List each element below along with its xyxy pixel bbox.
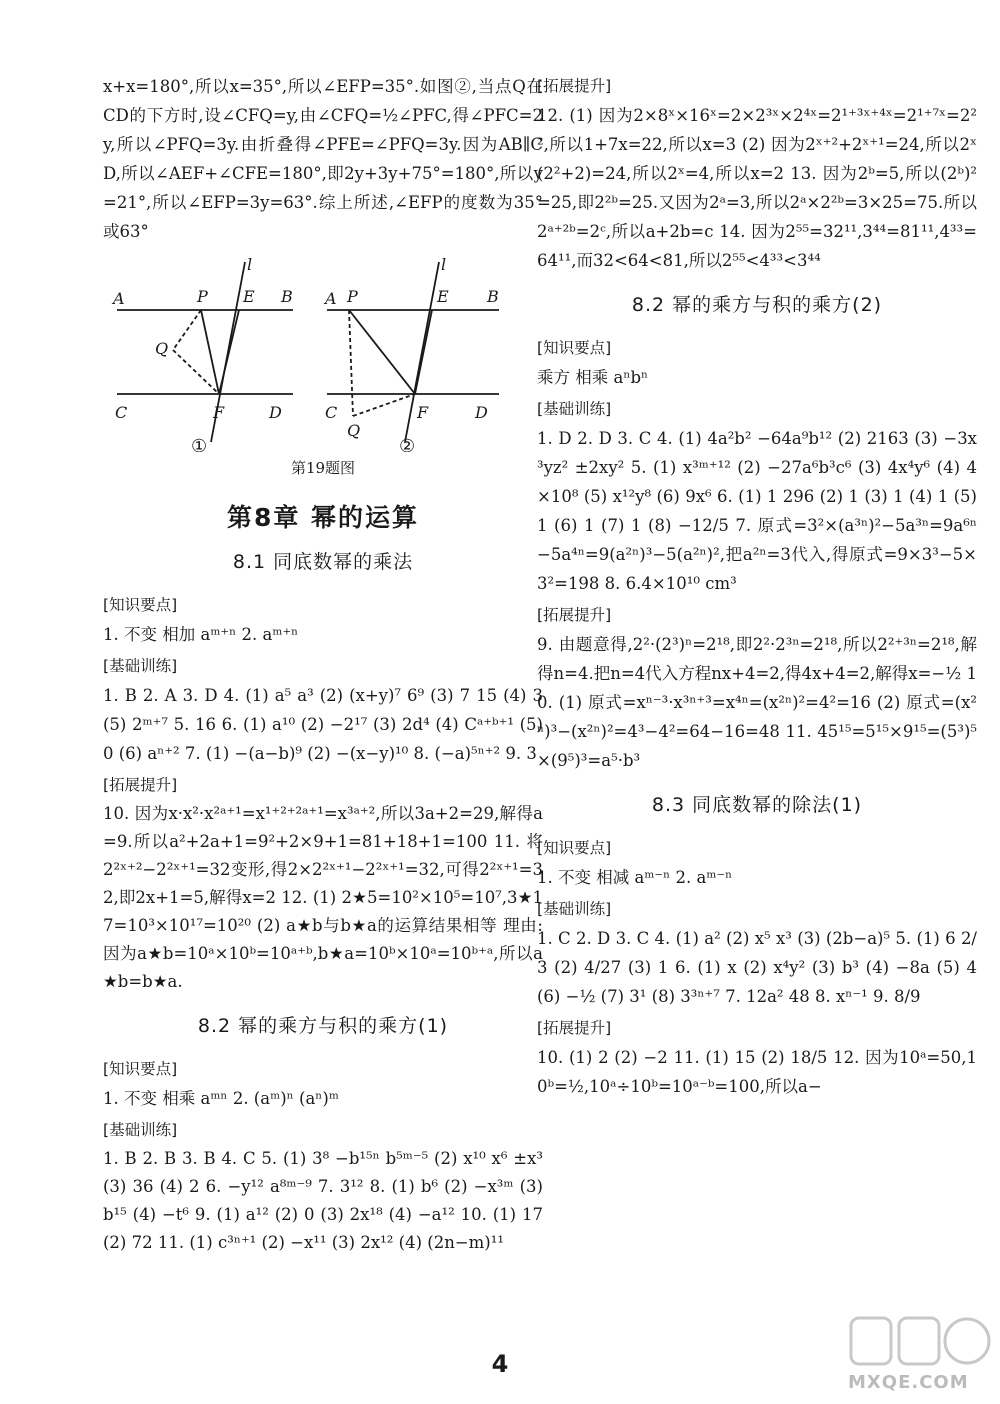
label-p-2: P bbox=[347, 287, 358, 306]
section-title-8-3-1: 8.3 同底数幂的除法(1) bbox=[651, 794, 863, 816]
extend-answers: 10. (1) 2 (2) −2 11. (1) 15 (2) 18/5 12. 因为10ᵃ=50,10ᵇ=½,10ᵃ÷10ᵇ=10ᵃ⁻ᵇ=100,所以a− bbox=[537, 1048, 977, 1096]
label-l-2: l bbox=[441, 255, 447, 274]
segment-qf-1 bbox=[173, 350, 219, 394]
knowledge-answers: 1. 不变 相加 aᵐ⁺ⁿ 2. aᵐ⁺ⁿ bbox=[103, 625, 299, 644]
label-a-1: A bbox=[113, 289, 125, 308]
label-a-2: A bbox=[325, 289, 337, 308]
tag-knowledge: [ 知识要点 ] bbox=[103, 591, 543, 620]
label-q-2: Q bbox=[347, 421, 361, 440]
watermark-text: MXQE.COM bbox=[848, 1372, 969, 1393]
page-number: 4 bbox=[491, 1350, 509, 1378]
knowledge-answers: 1. 不变 相乘 aᵐⁿ 2. (aᵐ)ⁿ (aⁿ)ᵐ bbox=[103, 1089, 339, 1108]
tag-basic: [ 基础训练 ] bbox=[537, 895, 977, 924]
label-b-2: B bbox=[487, 287, 499, 306]
label-f-2: F bbox=[417, 403, 429, 422]
tag-extend: [ 拓展提升 ] bbox=[103, 771, 543, 800]
tag-basic: [ 基础训练 ] bbox=[537, 395, 977, 424]
label-e-2: E bbox=[437, 287, 449, 306]
extend-answers: 10. 因为x·x²·x²ᵃ⁺¹=x¹⁺²⁺²ᵃ⁺¹=x³ᵃ⁺²,所以3a+2=29,解得a=9.所以a²+2a+1=9²+2×9+1=81+18+1=100 11. 将2²ˣ⁺²−2²ˣ⁺¹=32变形,得2×2²ˣ⁺¹−2²ˣ⁺¹=32,可得2²ˣ⁺¹=32,即2x+1=5,解得x=2 12. (1) 2★5=10²×10⁵=10⁷,3★17=10³×10¹⁷=10²⁰ (2) a★b与b★a的运算结果相等 理由:因为a★b=10ᵃ×10ᵇ=10ᵃ⁺ᵇ,b★a=10ᵇ×10ᵃ=10ᵇ⁺ᵃ,所以a★b=b★a. bbox=[103, 804, 543, 991]
tag-extend: [ 拓展提升 ] bbox=[537, 72, 977, 101]
basic-answers: 1. B 2. A 3. D 4. (1) a⁵ a³ (2) (x+y)⁷ 6⁹ (3) 7 15 (4) 3 (5) 2ᵐ⁺⁷ 5. 16 6. (1) a¹⁰ (2) −2¹⁷ (3) 2d⁴ (4) Cᵃ⁺ᵇ⁺¹ (5) 0 (6) aⁿ⁺² 7. (1) −(a−b)⁹ (2) −(x−y)¹⁰ 8. (−a)⁵ⁿ⁺² 9. 3 bbox=[103, 686, 543, 763]
tag-knowledge: [ 知识要点 ] bbox=[537, 334, 977, 363]
section-title-8-2-2: 8.2 幂的乘方与积的乘方(2) bbox=[631, 294, 883, 316]
figure-marker-1: ① bbox=[191, 436, 208, 452]
segment-pq-1 bbox=[173, 310, 201, 350]
label-l-1: l bbox=[247, 255, 253, 274]
segment-pf-2 bbox=[349, 310, 415, 394]
tag-basic: [ 基础训练 ] bbox=[103, 652, 543, 681]
chapter-title: 第8章 幂的运算 bbox=[226, 503, 420, 532]
extend-answers: 12. (1) 因为2×8ˣ×16ˣ=2×2³ˣ×2⁴ˣ=2¹⁺³ˣ⁺⁴ˣ=2¹⁺⁷ˣ=2²²,所以1+7x=22,所以x=3 (2) 因为2ˣ⁺²+2ˣ⁺¹=24,所以2ˣ(2²+2)=24,所以2ˣ=4,所以x=2 13. 因为2ᵇ=5,所以(2ᵇ)²=25,即2²ᵇ=25.又因为2ᵃ=3,所以2ᵃ×2²ᵇ=3×25=75.所以2ᵃ⁺²ᵇ=2ᶜ,所以a+2b=c 14. 因为2⁵⁵=32¹¹,3⁴⁴=81¹¹,4³³=64¹¹,而32<64<81,所以2⁵⁵<4³³<3⁴⁴ bbox=[537, 106, 977, 270]
label-d-1: D bbox=[269, 403, 282, 422]
left-column bbox=[103, 72, 543, 1257]
section-title-8-2-1: 8.2 幂的乘方与积的乘方(1) bbox=[197, 1015, 449, 1037]
label-c-2: C bbox=[325, 403, 338, 422]
figure-marker-2: ② bbox=[399, 436, 416, 452]
figure-caption: 第19题图 bbox=[290, 459, 356, 477]
label-f-1: F bbox=[213, 403, 225, 422]
segment-qf-2 bbox=[353, 394, 415, 416]
right-column bbox=[537, 72, 977, 1101]
label-p-1: P bbox=[197, 287, 208, 306]
tag-knowledge: [ 知识要点 ] bbox=[537, 834, 977, 863]
tag-extend: [ 拓展提升 ] bbox=[537, 601, 977, 630]
basic-answers: 1. D 2. D 3. C 4. (1) 4a²b² −64a⁹b¹² (2) 2163 (3) −3x³yz² ±2xy² 5. (1) x³ᵐ⁺¹² (2) −27a⁶b³c⁶ (3) 4x⁴y⁶ (4) 4×10⁸ (5) x¹²y⁸ (6) 9x⁶ 6. (1) 1 296 (2) 1 (3) 1 (4) 1 (5) 1 (6) 1 (7) 1 (8) −12/5 7. 原式=3²×(a³ⁿ)²−5a³ⁿ=9a⁶ⁿ−5a⁴ⁿ=9(a²ⁿ)³−5(a²ⁿ)²,把a²ⁿ=3代入,得原式=9×3³−5×3²=198 8. 6.4×10¹⁰ cm³ bbox=[537, 429, 977, 593]
answer-text: x+x=180°,所以x=35°,所以∠EFP=35°.如图②,当点Q在CD的下方时,设∠CFQ=y,由∠CFQ=½∠PFC,得∠PFC=2y,所以∠PFQ=3y.由折叠得∠PFE=∠PFQ=3y.因为AB∥CD,所以∠AEF+∠CFE=180°,即2y+3y+75°=180°,所以y=21°,所以∠EFP=3y=63°.综上所述,∠EFP的度数为35°或63° bbox=[103, 77, 543, 241]
section-title-8-1: 8.1 同底数幂的乘法 bbox=[232, 551, 414, 573]
label-c-1: C bbox=[115, 403, 128, 422]
segment-pf-1 bbox=[201, 310, 219, 394]
label-d-2: D bbox=[475, 403, 488, 422]
segment-ef-1 bbox=[219, 310, 239, 394]
knowledge-answers: 乘方 相乘 aⁿbⁿ bbox=[537, 368, 649, 387]
basic-answers: 1. B 2. B 3. B 4. C 5. (1) 3⁸ −b¹⁵ⁿ b⁵ᵐ⁻⁵ (2) x¹⁰ x⁶ ±x³ (3) 36 (4) 2 6. −y¹² a⁸ᵐ⁻⁹ 7. 3¹² 8. (1) b⁶ (2) −x³ᵐ (3) b¹⁵ (4) −t⁶ 9. (1) a¹² (2) 0 (3) 2x¹⁸ (4) −a¹² 10. (1) 17 (2) 72 11. (1) c³ⁿ⁺¹ (2) −x¹¹ (3) 2x¹² (4) (2n−m)¹¹ bbox=[103, 1149, 543, 1252]
extend-answers: 9. 由题意得,2²·(2³)ⁿ=2¹⁸,即2²·2³ⁿ=2¹⁸,所以2²⁺³ⁿ=2¹⁸,解得n=4.把n=4代入方程nx+4=2,得4x+4=2,解得x=−½ 10. (1) 原式=xⁿ⁻³·x³ⁿ⁺³=x⁴ⁿ=(x²ⁿ)²=4²=16 (2) 原式=(x²ⁿ)³−(x²ⁿ)²=4³−4²=64−16=48 11. 45¹⁵=5¹⁵×9¹⁵=(5³)⁵×(9⁵)³=a⁵·b³ bbox=[537, 635, 977, 770]
tag-basic: [ 基础训练 ] bbox=[103, 1116, 543, 1145]
segment-pq-2 bbox=[349, 310, 353, 416]
tag-extend: [ 拓展提升 ] bbox=[537, 1014, 977, 1043]
tag-knowledge: [ 知识要点 ] bbox=[103, 1055, 543, 1084]
segment-ef-2 bbox=[415, 310, 432, 394]
basic-answers: 1. C 2. D 3. C 4. (1) a² (2) x⁵ x³ (3) (2b−a)⁵ 5. (1) 6 2/3 (2) 4/27 (3) 1 6. (1) x (2) x⁴y² (3) b³ (4) −8a (5) 4 (6) −½ (7) 3¹ (8) 3³ⁿ⁺⁷ 7. 12a² 48 8. xⁿ⁻¹ 9. 8/9 bbox=[537, 929, 977, 1006]
label-e-1: E bbox=[243, 287, 255, 306]
knowledge-answers: 1. 不变 相减 aᵐ⁻ⁿ 2. aᵐ⁻ⁿ bbox=[537, 868, 733, 887]
label-b-1: B bbox=[281, 287, 293, 306]
label-q-1: Q bbox=[155, 339, 169, 358]
geometry-figure bbox=[103, 252, 543, 452]
figure-19-drawing bbox=[103, 252, 543, 452]
